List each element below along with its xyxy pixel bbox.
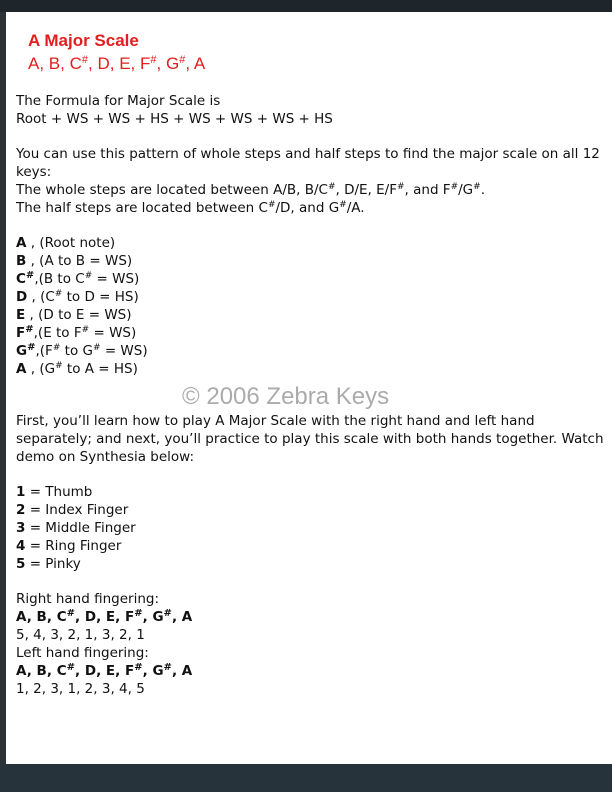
- list-item: G#,(F# to G# = WS): [16, 342, 148, 359]
- lesson-content: [16, 30, 612, 698]
- list-item: 4 = Ring Finger: [16, 538, 122, 554]
- right-hand-notes: A, B, C#, D, E, F#, G#, A: [16, 608, 193, 625]
- left-edge: [0, 12, 6, 764]
- list-item: A , (Root note): [16, 235, 116, 251]
- list-item: 5 = Pinky: [16, 556, 81, 572]
- list-item: 1 = Thumb: [16, 484, 93, 500]
- bottom-bar: [0, 764, 612, 792]
- copyright-watermark: © 2006 Zebra Keys: [182, 383, 390, 410]
- half-steps-text: The half steps are located between C#/D, and G#/A.: [16, 200, 365, 216]
- finger-legend: [16, 483, 612, 573]
- list-item: A , (G# to A = HS): [16, 361, 138, 377]
- right-hand-label: Right hand fingering:: [16, 591, 159, 607]
- formula: Root + WS + WS + HS + WS + WS + WS + HS: [16, 111, 333, 127]
- interval-list: [16, 234, 612, 378]
- list-item: F#,(E to F# = WS): [16, 324, 137, 341]
- scale-notes: A, B, C#, D, E, F#, G#, A: [28, 54, 206, 73]
- learn-text: First, you’ll learn how to play A Major Scale with the right hand and left hand separately; and next, you’ll practice to play this scale with both hands together. Watch demo on Synthesia below:: [16, 413, 604, 465]
- pattern-text: You can use this pattern of whole steps and half steps to find the major scale on all 12 keys:: [16, 146, 600, 180]
- left-hand-label: Left hand fingering:: [16, 645, 149, 661]
- list-item: B , (A to B = WS): [16, 253, 133, 269]
- formula-intro: The Formula for Major Scale is: [16, 93, 221, 109]
- left-hand-notes: A, B, C#, D, E, F#, G#, A: [16, 662, 193, 679]
- list-item: E , (D to E = WS): [16, 307, 132, 323]
- left-hand-numbers: 1, 2, 3, 1, 2, 3, 4, 5: [16, 681, 145, 697]
- top-bar: [0, 0, 612, 12]
- whole-steps-text: The whole steps are located between A/B, B/C#, D/E, E/F#, and F#/G#.: [16, 182, 485, 198]
- list-item: 2 = Index Finger: [16, 502, 129, 518]
- list-item: C#,(B to C# = WS): [16, 270, 140, 287]
- list-item: D , (C# to D = HS): [16, 289, 139, 305]
- list-item: 3 = Middle Finger: [16, 520, 136, 536]
- page-title: A Major Scale: [28, 31, 139, 50]
- right-hand-numbers: 5, 4, 3, 2, 1, 3, 2, 1: [16, 627, 145, 643]
